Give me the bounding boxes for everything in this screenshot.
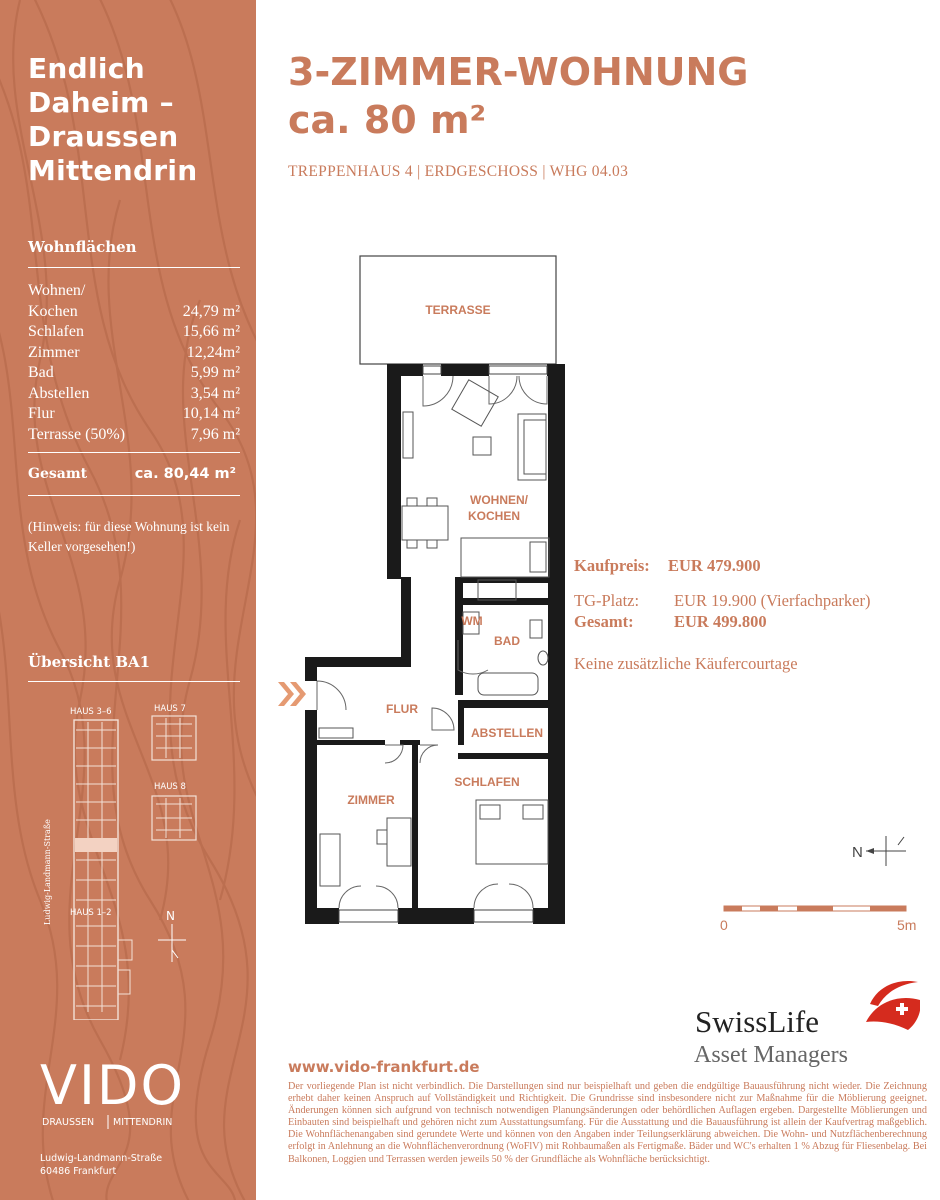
swisslife-wordmark: SwissLife bbox=[695, 1004, 819, 1039]
gesamt-label: Gesamt: bbox=[574, 612, 634, 631]
page-title-area: ca. 80 m² bbox=[288, 98, 487, 142]
divider bbox=[28, 267, 240, 268]
scale-bar bbox=[720, 900, 930, 940]
overview-label-haus-3-6: HAUS 3–6 bbox=[70, 707, 112, 717]
room-label-flur: FLUR bbox=[386, 702, 418, 716]
unit-info: TREPPENHAUS 4 | ERDGESCHOSS | WHG 04.03 bbox=[288, 163, 629, 180]
website-link[interactable]: www.vido-frankfurt.de bbox=[288, 1058, 480, 1076]
entrance-arrow-icon bbox=[278, 682, 306, 706]
brand-title-line: Mittendrin bbox=[28, 154, 198, 187]
divider bbox=[28, 495, 240, 496]
area-value: 10,14 m² bbox=[182, 405, 240, 422]
area-total-value: ca. 80,44 m² bbox=[134, 466, 236, 482]
divider bbox=[28, 681, 240, 682]
area-row bbox=[28, 384, 240, 405]
page-title-line: 3-ZIMMER-WOHNUNG bbox=[288, 50, 749, 94]
area-row bbox=[28, 425, 240, 446]
area-value: 15,66 m² bbox=[182, 323, 240, 340]
overview-north-label: N bbox=[166, 909, 175, 923]
area-name: Terrasse (50%) bbox=[28, 425, 126, 443]
tg-platz-label: TG-Platz: bbox=[574, 591, 640, 610]
wall bbox=[305, 364, 565, 924]
swisslife-logo bbox=[690, 975, 920, 1075]
compass-north-label: N bbox=[852, 844, 863, 861]
area-name: Wohnen/ bbox=[28, 282, 86, 299]
area-row bbox=[28, 302, 240, 323]
area-name: Abstellen bbox=[28, 384, 90, 402]
vido-logo-right: MITTENDRIN bbox=[113, 1117, 173, 1128]
sidebar bbox=[0, 0, 256, 1200]
room-label-bad: BAD bbox=[494, 634, 520, 648]
cellar-note: (Hinweis: für diese Wohnung ist kein Keller vorgesehen!) bbox=[28, 519, 230, 554]
area-name: Schlafen bbox=[28, 323, 84, 340]
commission-note: Keine zusätzliche Käufercourtage bbox=[574, 654, 798, 673]
area-name: Zimmer bbox=[28, 343, 80, 361]
area-row bbox=[28, 281, 240, 302]
area-name: Flur bbox=[28, 405, 55, 422]
kaufpreis-label: Kaufpreis: bbox=[574, 556, 650, 575]
scale-start: 0 bbox=[720, 917, 728, 933]
brand-title bbox=[28, 52, 248, 188]
area-list bbox=[28, 281, 240, 445]
furniture bbox=[319, 380, 549, 886]
room-label-kochen: KOCHEN bbox=[467, 509, 521, 523]
address bbox=[40, 1152, 162, 1178]
area-total bbox=[28, 466, 236, 482]
gesamt-value: EUR 499.800 bbox=[674, 612, 767, 631]
overview-heading: Übersicht BA1 bbox=[28, 653, 151, 671]
room-label-terrasse: TERRASSE bbox=[425, 303, 491, 317]
address-line: 60486 Frankfurt bbox=[40, 1166, 117, 1177]
swisslife-emblem-icon bbox=[866, 981, 920, 1030]
scale-end: 5m bbox=[897, 917, 917, 933]
brand-title-line: Draussen bbox=[28, 120, 179, 153]
overview-label-haus-1-2: HAUS 1–2 bbox=[70, 908, 112, 918]
area-value: 24,79 m² bbox=[182, 302, 240, 320]
tg-platz-value: EUR 19.900 (Vierfachparker) bbox=[674, 591, 871, 610]
area-total-label: Gesamt bbox=[28, 466, 88, 482]
brand-title-line: Daheim – bbox=[28, 86, 174, 119]
wall bbox=[317, 577, 550, 910]
divider bbox=[28, 452, 240, 453]
overview-label-haus-8: HAUS 8 bbox=[154, 782, 186, 792]
area-value: 5,99 m² bbox=[190, 364, 240, 381]
compass-icon bbox=[850, 830, 910, 870]
area-value: 12,24m² bbox=[186, 343, 240, 361]
room-label-wohnen: WOHNEN/ bbox=[470, 493, 528, 507]
disclaimer: Der vorliegende Plan ist nicht verbindlich. Die Darstellungen sind nur beispielhaft und geben die endgültige Bauausführung nicht wieder. Die Zeichnung erhebt daher keinen Anspruch auf Vollständigkeit und Richtigkeit. Die Grundrisse sind insbesondere nicht zur Maßnahme für die Möblierung geeignet. Änderungen können sich aufgrund von technisch notwendigen Planungsänderungen oder behördlichen Auflagen ergeben. Dargestellte Möblierungen und Einbauten sind beispielhaft und gehören nicht zum Ausstattungsumfang. Für die Ausstattung und die Bauausführung ist allein der Kaufvertrag maßgeblich. Die Wohnflächenangaben sind gerundete Werte und können von den Angaben inder Teilungserklärung abweichen. Die Wohn- und Nutzflächenberechnung erfolgt in Anlehnung an die Wohnflächenverordnung (WoFlV) mit Rohbaumaßen als Fertigmaße. Bäder und WC's erhalten 1 % Abzug für Fliesenbelag. Bei Balkonen, Loggien und Terrassen werden jeweils 50 % der Grundfläche als Wohnfläche berücksichtigt. bbox=[288, 1081, 927, 1165]
area-value: 7,96 m² bbox=[190, 425, 240, 443]
vido-logo-left: DRAUSSEN bbox=[42, 1117, 95, 1128]
kaufpreis-value: EUR 479.900 bbox=[668, 556, 761, 575]
page-title bbox=[288, 48, 749, 144]
vido-logo-mark: VIDO bbox=[40, 1054, 185, 1117]
vido-logo bbox=[40, 1052, 230, 1132]
area-value: 3,54 m² bbox=[190, 384, 240, 402]
area-row bbox=[28, 363, 240, 384]
areas-heading: Wohnflächen bbox=[28, 238, 137, 256]
overview-label-haus-7: HAUS 7 bbox=[154, 704, 186, 714]
overview-street-label: Ludwig-Landmann-Straße bbox=[43, 819, 52, 925]
brand-title-line: Endlich bbox=[28, 52, 145, 85]
area-name: Kochen bbox=[28, 302, 78, 320]
site-overview-map bbox=[26, 700, 246, 1020]
room-label-zimmer: ZIMMER bbox=[347, 793, 395, 807]
highlighted-building bbox=[75, 838, 117, 852]
north-arrow-icon bbox=[158, 924, 186, 962]
address-line: Ludwig-Landmann-Straße bbox=[40, 1153, 163, 1164]
area-row bbox=[28, 322, 240, 343]
floor-plan bbox=[270, 250, 580, 930]
room-label-wm: WM bbox=[461, 614, 483, 628]
room-label-schlafen: SCHLAFEN bbox=[454, 775, 520, 789]
area-row bbox=[28, 343, 240, 364]
area-row bbox=[28, 404, 240, 425]
area-name: Bad bbox=[28, 364, 54, 381]
swisslife-subline: Asset Managers bbox=[694, 1042, 848, 1068]
room-label-abstellen: ABSTELLEN bbox=[471, 726, 543, 740]
